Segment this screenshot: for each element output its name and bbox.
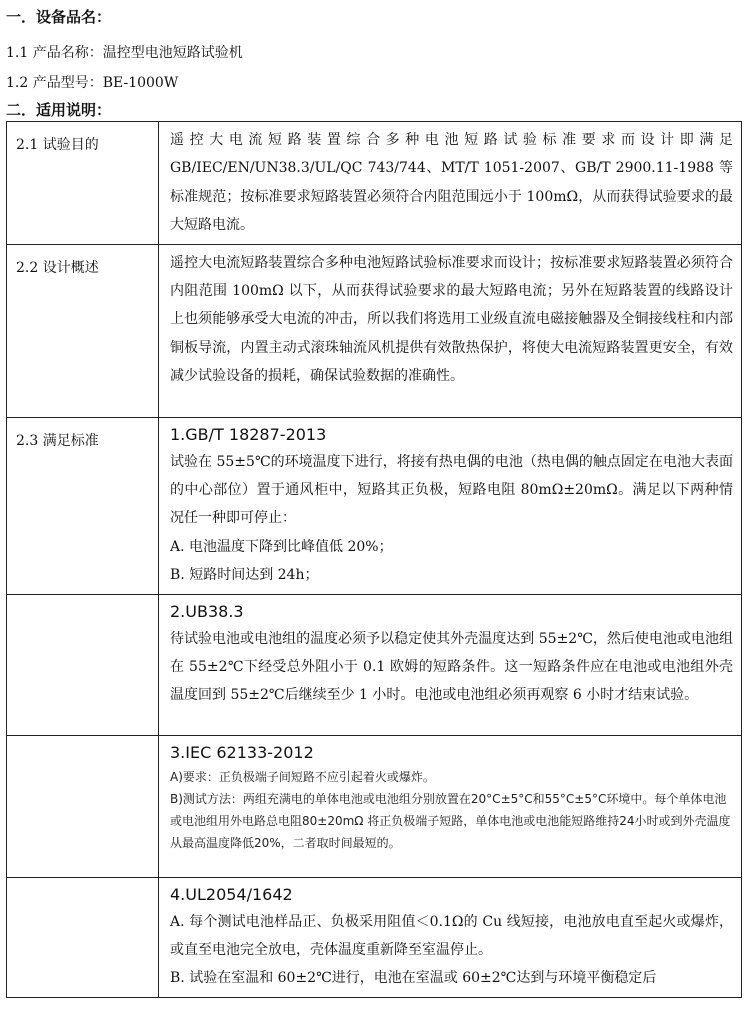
standard-2-cell <box>159 594 742 735</box>
design-text: 遥控大电流短路装置综合多种电池短路试验标准要求而设计；按标准要求短路装置必须符合内阻范围 100mΩ 以下，从而获得试验要求的最大短路电流；另外在短路装置的线路设计上也须能够承受大电流的冲击，所以我们将选用工业级直流电磁接触器及全铜接线柱和内部铜板导流，内置主动式滚珠轴流风机提供有效散热保护，将使大电流短路装置更安全，有效减少试验设备的损耗，确保试验数据的准确性。 <box>170 254 733 385</box>
row-label: 2.1 试验目的 <box>7 122 159 245</box>
standard-4-cell <box>159 877 742 997</box>
product-model-line: 1.2 产品型号：BE-1000W <box>6 75 179 91</box>
standard-3-title: 3.IEC 62133-2012 <box>170 742 314 762</box>
empty-label-cell <box>7 735 159 877</box>
table-row <box>7 735 742 877</box>
spec-table <box>6 121 742 998</box>
table-row <box>7 877 742 997</box>
standard-3-item-a: A)要求：正负极端子间短路不应引起着火或爆炸。 <box>170 769 435 784</box>
product-name-line: 1.1 产品名称：温控型电池短路试验机 <box>6 45 243 61</box>
table-row <box>7 417 742 594</box>
empty-label-cell <box>7 594 159 735</box>
standard-2-text: 待试验电池或电池组的温度必须予以稳定使其外壳温度达到 55±2℃，然后使电池或电池组在 55±2℃下经受总外阻小于 0.1 欧姆的短路条件。这一短路条件应在电池或电池组外壳温度回到 55±2℃后继续至少 1 小时。电池或电池组必须再观察 6 小时才结束试验。 <box>170 630 733 704</box>
row-label: 2.3 满足标准 <box>7 417 159 594</box>
standard-3-item-b: B)测试方法：两组充满电的单体电池或电池组分别放置在20°C±5°C和55°C±5°C环境中。每个单体电池或电池组用外电路总电阻80±20mΩ 将正负极端子短路，单体电池或电池能短路维持24小时或到外壳温度从最高温度降低20%，二者取时间最短的。 <box>170 791 731 850</box>
section-1-heading: 一．设备品名： <box>6 8 112 26</box>
row-content <box>159 244 742 417</box>
standard-1-item-a: A. 电池温度下降到比峰值低 20%； <box>170 538 393 555</box>
empty-label-cell <box>7 877 159 997</box>
standard-1-cell <box>159 417 742 594</box>
row-content <box>159 122 742 245</box>
section-2-heading: 二．适用说明： <box>6 101 112 119</box>
standard-3-cell <box>159 735 742 877</box>
standard-4-title: 4.UL2054/1642 <box>170 884 293 904</box>
table-row <box>7 122 742 245</box>
standard-2-title: 2.UB38.3 <box>170 601 244 621</box>
purpose-text: 遥控大电流短路装置综合多种电池短路试验标准要求而设计即满足GB/IEC/EN/UN38.3/UL/QC 743/744、MT/T 1051-2007、GB/T 2900.11-1988 等标准规范；按标准要求短路装置必须符合内阻范围远小于 100mΩ，从而获得试验要求的最大短路电流。 <box>170 132 733 234</box>
table-row <box>7 594 742 735</box>
table-row <box>7 244 742 417</box>
standard-1-title: 1.GB/T 18287-2013 <box>170 424 327 444</box>
standard-1-item-b: B. 短路时间达到 24h； <box>170 567 319 584</box>
standard-4-item-b: B. 试验在室温和 60±2℃进行，电池在室温或 60±2℃达到与环境平衡稳定后 <box>170 970 657 987</box>
row-label: 2.2 设计概述 <box>7 244 159 417</box>
standard-1-text: 试验在 55±5℃的环境温度下进行，将接有热电偶的电池（热电偶的触点固定在电池大表面的中心部位）置于通风柜中，短路其正负极，短路电阻 80mΩ±20mΩ。满足以下两种情况任一种即可停止： <box>170 453 733 527</box>
standard-4-item-a: A. 每个测试电池样品正、负极采用阻值＜0.1Ω的 Cu 线短接，电池放电直至起火或爆炸，或直至电池完全放电，壳体温度重新降至室温停止。 <box>170 913 733 959</box>
